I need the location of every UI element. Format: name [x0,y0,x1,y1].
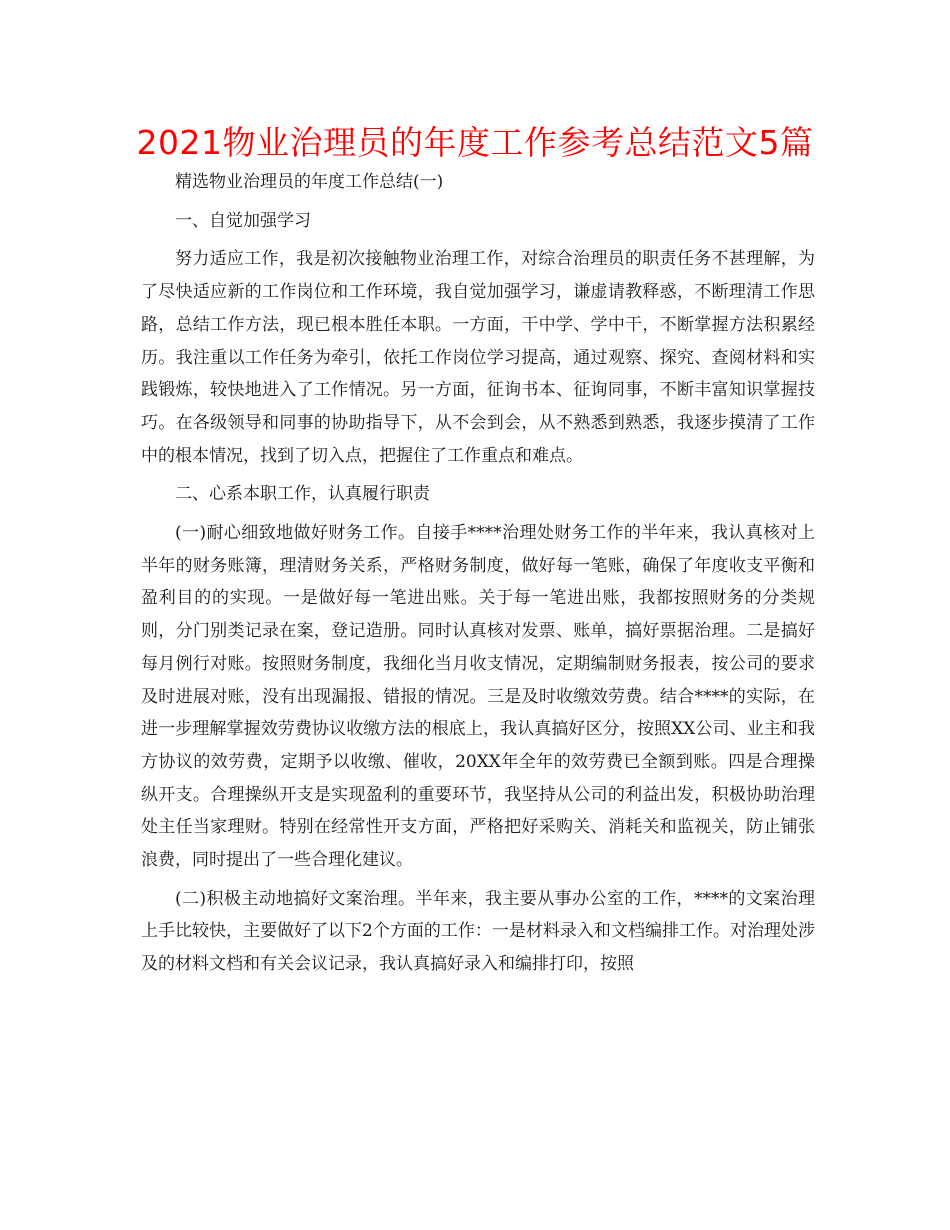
paragraph-2: (一)耐心细致地做好财务工作。自接手****治理处财务工作的半年来，我认真核对上半年的财务账簿，理清财务关系，严格财务制度，做好每一笔账，确保了年度收支平衡和盈利目的的实现。一是做好每一笔进出账。关于每一笔进出账，我都按照财务的分类规则，分门别类记录在案，登记造册。同时认真核对发票、账单，搞好票据治理。二是搞好每月例行对账。按照财务制度，我细化当月收支情况，定期编制财务报表，按公司的要求及时进展对账，没有出现漏报、错报的情况。三是及时收缴效劳费。结合****的实际，在进一步理解掌握效劳费协议收缴方法的根底上，我认真搞好区分，按照XX公司、业主和我方协议的效劳费，定期予以收缴、催收，20XX年全年的效劳费已全额到账。四是合理操纵开支。合理操纵开支是实现盈利的重要环节，我坚持从公司的利益出发，积极协助治理处主任当家理财。特别在经常性开支方面，严格把好采购关、消耗关和监视关，防止铺张浪费，同时提出了一些合理化建议。 [141,523,815,871]
section-heading-1: 一、自觉加强学习 [175,210,311,231]
paragraph-3: (二)积极主动地搞好文案治理。半年来，我主要从事办公室的工作，****的文案治理上手比较快，主要做好了以下2个方面的工作：一是材料录入和文档编排工作。对治理处涉及的材料文档和有关会议记录，我认真搞好录入和编排打印，按照 [141,888,815,975]
document-title: 2021物业治理员的年度工作参考总结范文5篇 [136,123,814,162]
section-heading-2: 二、心系本职工作，认真履行职责 [175,484,430,505]
document-subtitle: 精选物业治理员的年度工作总结(一) [175,172,444,192]
paragraph-1: 努力适应工作，我是初次接触物业治理工作，对综合治理员的职责任务不甚理解，为了尽快适应新的工作岗位和工作环境，我自觉加强学习，谦虚请教释惑，不断理清工作思路，总结工作方法，现已根本胜任本职。一方面，干中学、学中干，不断掌握方法积累经历。我注重以工作任务为牵引，依托工作岗位学习提高，通过观察、探究、查阅材料和实践锻炼，较快地进入了工作情况。另一方面，征询书本、征询同事，不断丰富知识掌握技巧。在各级领导和同事的协助指导下，从不会到会，从不熟悉到熟悉，我逐步摸清了工作中的根本情况，找到了切入点，把握住了工作重点和难点。 [141,249,815,466]
document-body [141,166,815,981]
